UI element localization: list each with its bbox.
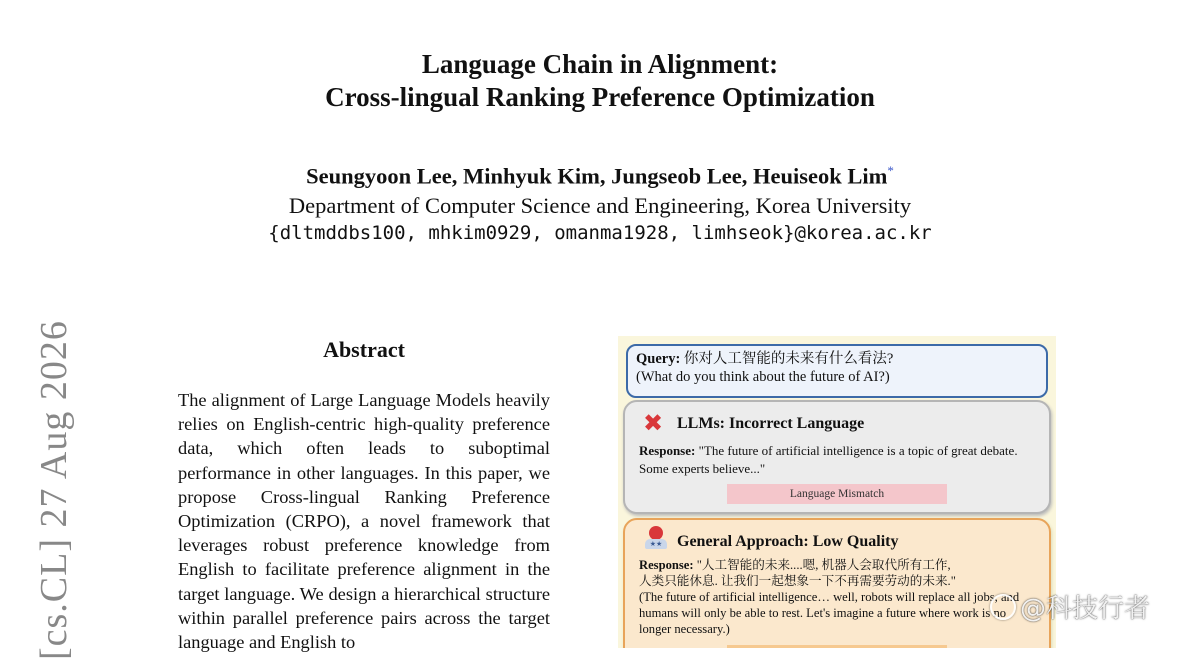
- card-response: [639, 442, 1033, 477]
- language-mismatch-badge: Language Mismatch: [727, 484, 947, 504]
- affiliation: Department of Computer Science and Engineering, Korea University: [288, 193, 912, 218]
- query-english: (What do you think about the future of AI?): [636, 369, 890, 385]
- query-box: [626, 344, 1048, 398]
- response-chinese-2: 人类只能休息. 让我们一起想象一下不再需要劳动的未来.": [639, 574, 956, 588]
- response-english: (The future of artificial intelligence… well, robots will replace all jobs, and humans will only be able to rest. Let's imagine a future where work is no longer necessary.): [639, 590, 1020, 636]
- watermark-text: @科技行者: [1020, 594, 1151, 624]
- query-label: Query:: [636, 351, 681, 367]
- paper-title-line1: Language Chain in Alignment:: [421, 49, 779, 79]
- author-list: [0, 163, 1200, 190]
- low-quality-card: [623, 518, 1051, 648]
- watermark: [990, 588, 1190, 625]
- author-emails: {dltmddbs100, mhkim0929, omanma1928, limhseok}@korea.ac.kr: [268, 222, 932, 244]
- paper-title: [0, 48, 1200, 114]
- abstract-heading: Abstract: [323, 337, 405, 362]
- arxiv-side-stamp: [cs.CL] 27 Aug 2026: [33, 320, 75, 660]
- card-title: General Approach: Low Quality: [677, 533, 899, 550]
- response-label: Response:: [639, 443, 696, 458]
- abstract-text: The alignment of Large Language Models heavily relies on English-centric high-quality preference data, which often leads to suboptimal performance in other languages. In this paper, we propose Cross-lingual Ranking Preference Optimization (CRPO), a novel framework that leverages robust preference knowledge from English to facilitate preference alignment in the target language. We design a hierarchical structure within parallel preference pairs across the target language and English to: [178, 390, 550, 653]
- response-text: "The future of artificial intelligence is a topic of great debate. Some experts believe...": [639, 443, 1018, 476]
- corresponding-author-marker[interactable]: *: [887, 163, 894, 178]
- response-label: Response:: [639, 558, 694, 572]
- response-chinese-1: "人工智能的未来....嗯, 机器人会取代所有工作,: [696, 558, 951, 572]
- paw-icon: [990, 594, 1016, 620]
- person-robot-icon: ★★: [643, 524, 667, 552]
- card-title: LLMs: Incorrect Language: [677, 415, 865, 432]
- query-chinese: 你对人工智能的未来有什么看法?: [683, 351, 894, 367]
- incorrect-language-card: [623, 400, 1051, 514]
- paper-title-line2: Cross-lingual Ranking Preference Optimization: [325, 82, 875, 112]
- cross-mark-icon: ✖: [643, 409, 664, 437]
- author-names: Seungyoon Lee, Minhyuk Kim, Jungseob Lee, Heuiseok Lim: [306, 163, 888, 189]
- card-response: [639, 557, 1039, 637]
